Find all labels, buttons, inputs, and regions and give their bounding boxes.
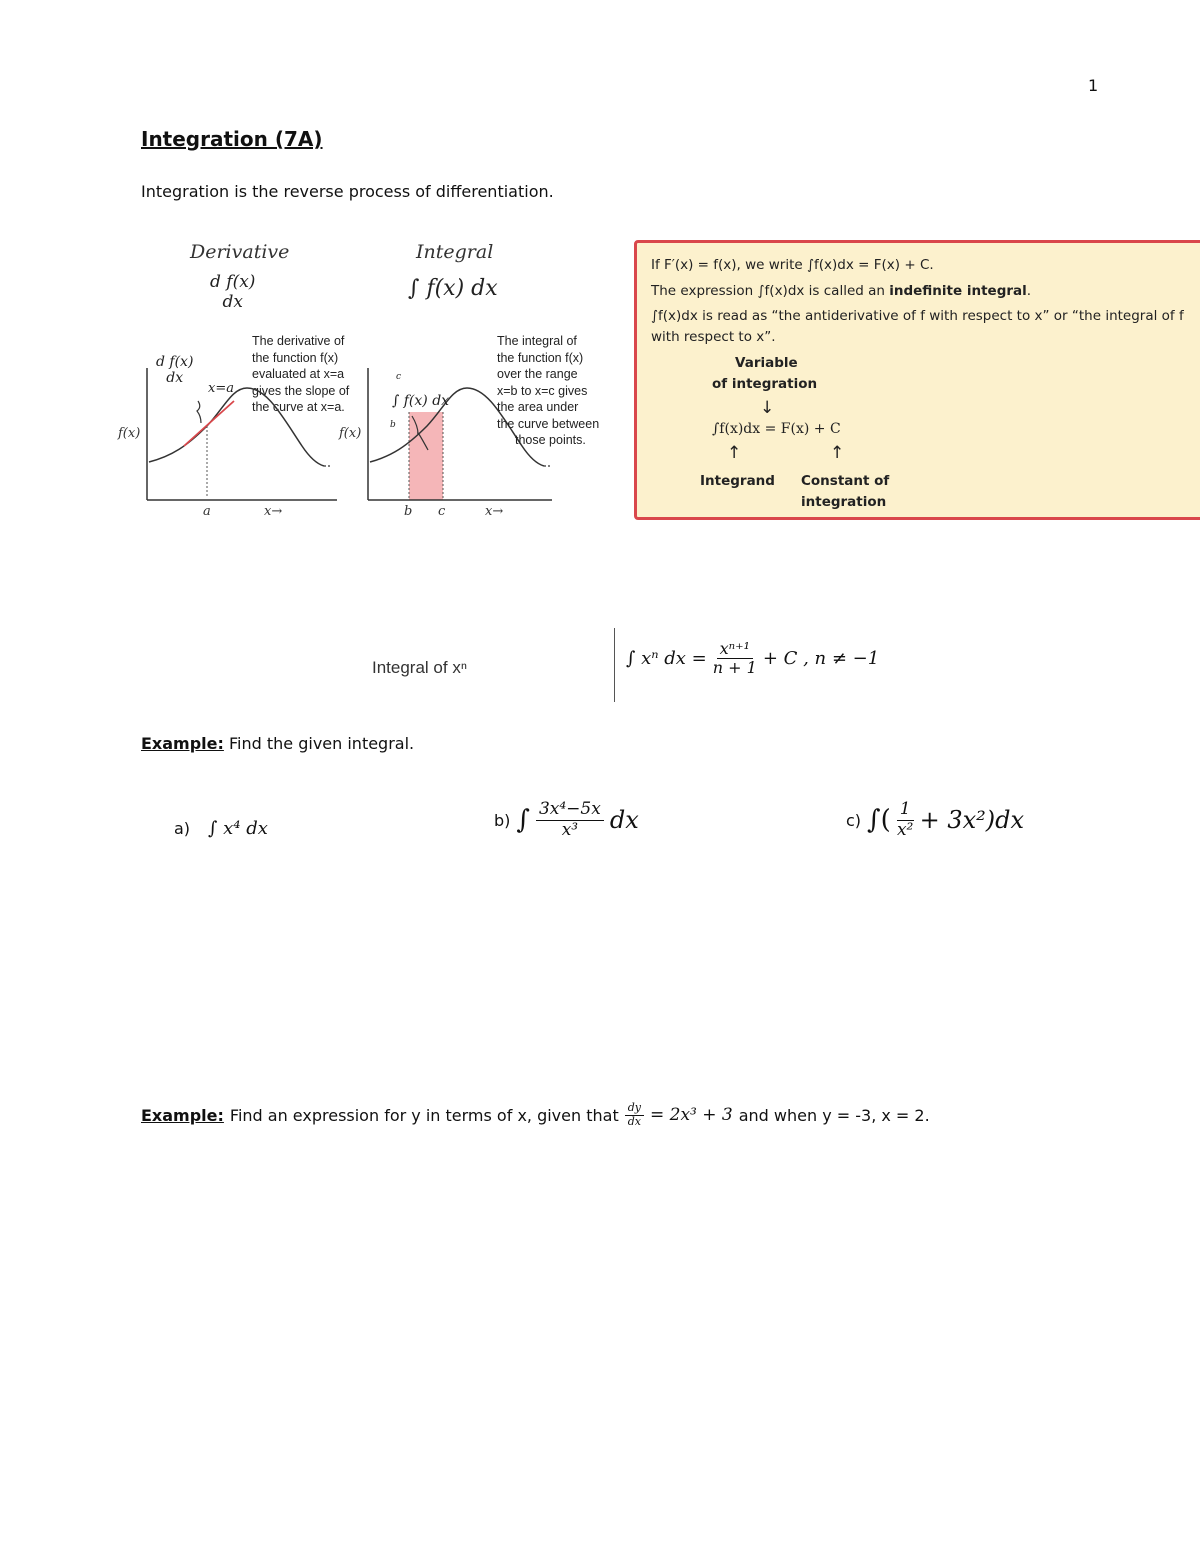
example-2-text: Find an expression for y in terms of x, given that — [229, 1105, 619, 1125]
derivative-graph — [147, 368, 337, 500]
derivative-description-line: evaluated at x=a — [252, 367, 345, 381]
example-2-equation: = 2x³ + 3 — [649, 1105, 733, 1126]
part-b-label: b) — [494, 810, 511, 830]
part-b-fraction — [536, 800, 604, 840]
integral-symbol: ∫ f(x) dx — [408, 276, 498, 301]
part-c-denominator: x² — [896, 819, 914, 840]
intro-text: Integration is the reverse process of differentiation. — [141, 182, 554, 201]
callout-line-3: ∫f(x)dx is read as “the antiderivative of f with respect to x” or “the integral of f — [651, 308, 1184, 324]
power-rule-denominator: n + 1 — [712, 658, 757, 678]
derivative-symbol-numerator: d f(x) — [210, 272, 256, 292]
page-number: 1 — [1088, 76, 1099, 95]
integral-y-label: f(x) — [339, 426, 362, 441]
integral-curve-label: ∫ f(x) dx — [392, 393, 450, 409]
page-title: Integration (7A) — [141, 127, 323, 151]
callout-arrow-down: ↓ — [760, 398, 775, 418]
callout-arrow-up-right: ↑ — [830, 443, 845, 463]
integral-description-line: the function f(x) — [497, 350, 584, 365]
callout-line-1: If F′(x) = f(x), we write ∫f(x)dx = F(x) + C. — [651, 257, 934, 273]
derivative-heading: Derivative — [190, 241, 290, 263]
example-1-label: Example: — [141, 734, 224, 753]
example-1-part-c — [846, 800, 1024, 840]
derivative-point-numerator: d f(x) — [156, 354, 194, 370]
power-rule-rhs: + C , n ≠ −1 — [762, 648, 880, 670]
part-b-integral-sign: ∫ — [516, 805, 530, 836]
example-1 — [141, 734, 414, 753]
power-rule-formula — [626, 640, 879, 678]
derivative-x-label: x→ — [264, 504, 283, 519]
part-b-numerator: 3x⁴−5x — [536, 800, 604, 821]
derivative-description-line: the curve at x=a. — [252, 400, 345, 414]
example-2-condition: and when y = -3, x = 2. — [738, 1105, 930, 1125]
callout-constant-label-2: integration — [801, 494, 887, 510]
integral-description-line: the curve between — [497, 416, 600, 431]
part-a-label: a) — [174, 819, 191, 838]
power-rule-label: Integral of xⁿ — [372, 658, 468, 677]
integral-x-tick-c: c — [438, 504, 446, 519]
part-c-integral-open: ∫( — [867, 805, 891, 836]
callout-indefinite-integral: indefinite integral — [889, 283, 1027, 299]
integral-description — [497, 333, 599, 449]
integral-x-label: x→ — [485, 504, 504, 519]
part-b-dx: dx — [609, 806, 639, 835]
integral-description-line: over the range — [497, 367, 578, 381]
example-1-text: Find the given integral. — [229, 734, 415, 753]
part-c-fraction — [897, 800, 914, 840]
part-c-numerator: 1 — [897, 800, 914, 821]
example-2-dx: dx — [627, 1114, 641, 1128]
example-2-dy: dy — [625, 1102, 644, 1116]
integral-lower-limit: b — [390, 420, 396, 430]
integral-description-line: the area under — [497, 400, 579, 414]
integral-x-tick-b: b — [404, 504, 413, 519]
part-a-expression: ∫ x⁴ dx — [208, 818, 268, 839]
callout-constant-label: Constant of — [801, 473, 890, 489]
example-2-derivative — [625, 1102, 644, 1128]
integral-upper-limit: c — [396, 372, 402, 382]
derivative-description-line: The derivative of — [252, 334, 345, 348]
derivative-symbol-denominator: dx — [222, 292, 243, 312]
integral-description-line: The integral of — [497, 334, 577, 348]
derivative-point-denominator: dx — [166, 370, 184, 386]
power-rule-numerator: xⁿ⁺¹ — [717, 640, 753, 659]
derivative-description-line: the function f(x) — [252, 350, 339, 365]
callout-variable-label: Variable — [735, 355, 798, 371]
callout-line-4: with respect to x”. — [651, 329, 776, 345]
power-rule-lhs: ∫ xⁿ dx = — [626, 648, 707, 670]
integral-description-line: those points. — [515, 433, 586, 447]
callout-integrand: Integrand — [700, 473, 775, 489]
power-rule-fraction — [713, 640, 757, 678]
integral-heading: Integral — [416, 241, 494, 263]
derivative-x-tick: a — [203, 504, 211, 519]
integral-description-line: x=b to x=c gives — [497, 383, 588, 398]
callout-line-2-text: The expression ∫f(x)dx is called an — [651, 283, 890, 299]
derivative-description-line: gives the slope of — [252, 383, 350, 398]
derivative-y-label: f(x) — [118, 426, 141, 441]
power-rule-divider — [614, 628, 615, 702]
callout-variable-label-2: of integration — [712, 376, 818, 392]
part-b-denominator: x³ — [561, 819, 579, 840]
derivative-point-eq: x=a — [208, 381, 234, 396]
indefinite-integral-callout — [634, 240, 1200, 520]
example-2 — [141, 1102, 930, 1128]
tangent-line — [184, 401, 234, 446]
callout-line-2-end: . — [1026, 283, 1032, 299]
example-1-part-b — [494, 800, 639, 840]
example-2-label: Example: — [141, 1105, 224, 1125]
part-c-label: c) — [846, 810, 862, 830]
example-1-part-a — [174, 818, 268, 839]
callout-formula: ∫f(x)dx = F(x) + C — [712, 421, 841, 437]
callout-line-2 — [651, 283, 1031, 299]
part-c-tail: + 3x²)dx — [919, 806, 1025, 835]
callout-arrow-up-left: ↑ — [727, 443, 742, 463]
